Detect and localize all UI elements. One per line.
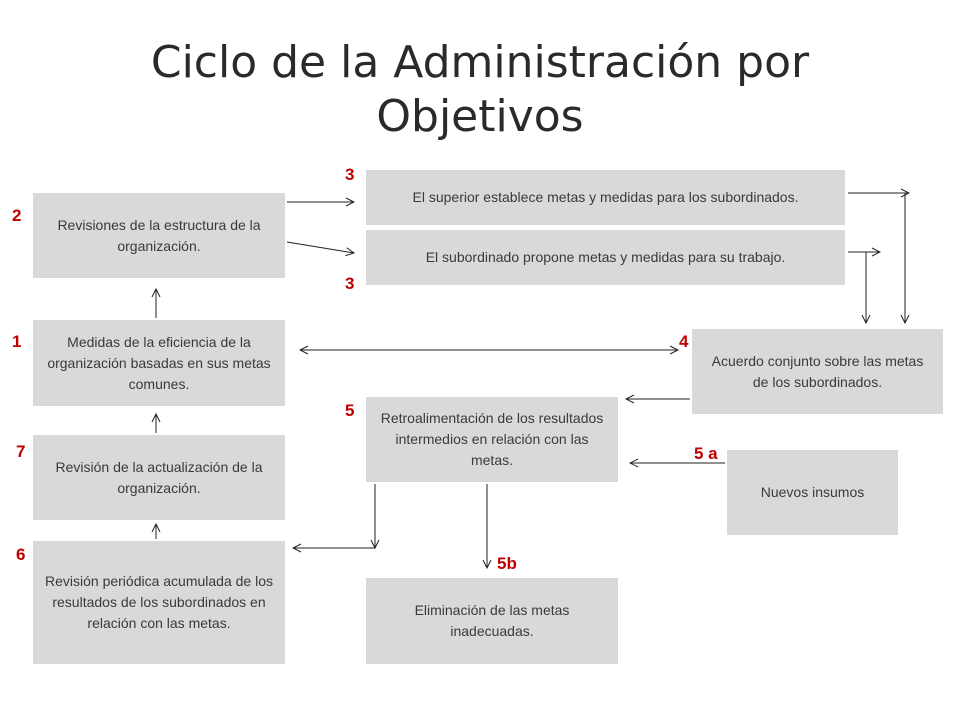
box-retroalimentacion-text: Retroalimentación de los resultados intermedios en relación con las metas. xyxy=(380,410,604,468)
step-number-5b: 5b xyxy=(497,554,517,573)
step-number-1: 1 xyxy=(12,332,22,351)
box-revision-periodica-text: Revisión periódica acumulada de los resultados de los subordinados en relación con las metas. xyxy=(44,573,274,631)
step-number-7: 7 xyxy=(16,442,26,461)
arrow-revisiones-to-subordinado xyxy=(287,242,354,253)
arrow-superior-to-acuerdo xyxy=(848,193,905,323)
arrow-subordinado-to-acuerdo xyxy=(848,252,866,323)
box-acuerdo-conjunto-text: Acuerdo conjunto sobre las metas de los subordinados. xyxy=(711,352,924,390)
box-medidas-eficiencia-text: Medidas de la eficiencia de la organización basadas en sus metas comunes. xyxy=(47,333,271,392)
step-number-2: 2 xyxy=(12,206,22,225)
step-number-3-top: 3 xyxy=(345,165,355,184)
box-superior-establece-text: El superior establece metas y medidas para los subordinados. xyxy=(412,189,799,205)
box-eliminacion-metas-text: Eliminación de las metas inadecuadas. xyxy=(414,602,570,639)
box-subordinado-propone-text: El subordinado propone metas y medidas para su trabajo. xyxy=(425,249,786,265)
box-revisiones-estructura-text: Revisiones de la estructura de la organización. xyxy=(57,216,261,254)
box-nuevos-insumos-text: Nuevos insumos xyxy=(760,484,865,500)
step-number-5: 5 xyxy=(345,401,355,420)
diagram-title: Ciclo de la Administración por Objetivos xyxy=(150,37,810,142)
step-number-6: 6 xyxy=(16,545,26,564)
step-number-3-bottom: 3 xyxy=(345,274,355,293)
step-number-4: 4 xyxy=(679,332,689,351)
box-revision-actualizacion-text: Revisión de la actualización de la organización. xyxy=(55,458,263,496)
step-number-5a: 5 a xyxy=(694,444,718,463)
